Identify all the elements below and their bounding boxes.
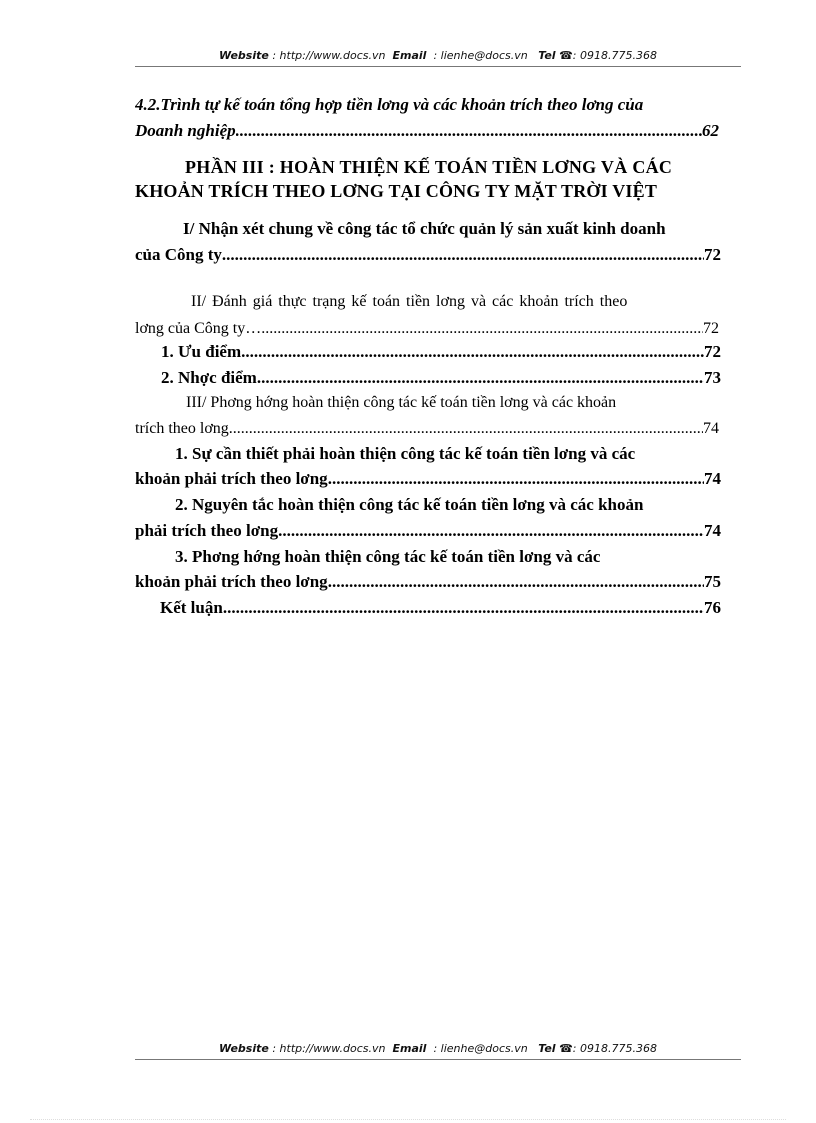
phone-icon: ☎ xyxy=(559,49,573,62)
dot-leader xyxy=(241,342,704,362)
toc-item-4-2-line2[interactable]: Doanh nghiệp ..... 62 xyxy=(135,121,719,141)
page-number: 74 xyxy=(704,469,721,488)
dot-leader xyxy=(328,572,704,592)
toc-sec1-line2[interactable]: của Công ty ..... 72 xyxy=(135,245,721,265)
toc-item-4-2-line1: 4.2.Trình tự kế toán tổng hợp tiền lơng và các khoản trích theo lơng của xyxy=(135,95,644,114)
toc-sec3-2-line1: 2. Nguyên tắc hoàn thiện công tác kế toán tiền lơng và các khoản xyxy=(175,495,644,514)
toc-conclusion[interactable]: Kết luận ..... 76 xyxy=(160,598,721,618)
page-number: 74 xyxy=(704,521,721,540)
dot-leader xyxy=(222,245,704,265)
toc-sec2-1[interactable]: 1. Ưu điểm ..... 72 xyxy=(161,342,721,362)
footer-tel-value: : 0918.775.368 xyxy=(572,1042,657,1055)
toc-sec3-2-line2[interactable]: phải trích theo lơng ..... 74 xyxy=(135,521,721,541)
page-number: 74 xyxy=(703,420,719,437)
footer-email-value[interactable]: : lienhe@docs.vn xyxy=(433,1042,528,1055)
page-number: 73 xyxy=(704,368,721,387)
page-number: 72 xyxy=(703,320,719,337)
toc-sec3-3-line1: 3. Phơng hớng hoàn thiện công tác kế toán tiền lơng và các xyxy=(175,547,601,566)
part3-title-line1: PHẦN III : HOÀN THIỆN KẾ TOÁN TIỀN LƠNG VÀ CÁC xyxy=(185,157,673,177)
header-website-label: Website xyxy=(219,49,269,62)
dot-leader xyxy=(223,598,704,618)
phone-icon: ☎ xyxy=(559,1042,573,1055)
dot-leader xyxy=(278,521,704,541)
page-bottom-divider xyxy=(30,1119,786,1120)
header-rule xyxy=(135,66,741,67)
toc-sec3-1-line1: 1. Sự cần thiết phải hoàn thiện công tác kế toán tiền lơng và các xyxy=(175,444,636,463)
page-number: 72 xyxy=(704,245,721,264)
page-footer xyxy=(135,1042,741,1055)
footer-tel-label: Tel xyxy=(538,1042,556,1055)
dot-leader xyxy=(229,419,703,439)
header-tel-label: Tel xyxy=(538,49,556,62)
part3-title-line2: KHOẢN TRÍCH THEO LƠNG TẠI CÔNG TY MẶT TRỜI VIỆT xyxy=(135,181,658,201)
dot-leader xyxy=(328,469,704,489)
header-tel-value: : 0918.775.368 xyxy=(572,49,657,62)
dot-leader xyxy=(236,121,702,141)
page-header xyxy=(135,49,741,62)
footer-email-label: Email xyxy=(392,1042,427,1055)
toc-sec1-line1: I/ Nhận xét chung về công tác tổ chức quản lý sản xuất kinh doanh xyxy=(183,219,666,238)
toc-sec2-2[interactable]: 2. Nhợc điểm ..... 73 xyxy=(161,368,721,388)
footer-website-label: Website xyxy=(219,1042,269,1055)
toc-sec2-line2[interactable]: lơng của Công ty… ..... 72 xyxy=(135,319,719,339)
header-email-value[interactable]: : lienhe@docs.vn xyxy=(433,49,528,62)
footer-website-value[interactable]: : http://www.docs.vn xyxy=(272,1042,386,1055)
dot-leader xyxy=(261,319,703,339)
toc-sec3-line2[interactable]: trích theo lơng ..... 74 xyxy=(135,419,719,439)
header-website-value[interactable]: : http://www.docs.vn xyxy=(272,49,386,62)
page-number: 62 xyxy=(702,121,719,140)
page-number: 72 xyxy=(704,342,721,361)
page-number: 75 xyxy=(704,572,721,591)
footer-rule xyxy=(135,1059,741,1060)
toc-sec3-line1: III/ Phơng hớng hoàn thiện công tác kế toán tiền lơng và các khoản xyxy=(186,394,617,411)
toc-sec3-3-line2[interactable]: khoản phải trích theo lơng ..... 75 xyxy=(135,572,721,592)
dot-leader xyxy=(257,368,704,388)
toc-sec3-1-line2[interactable]: khoản phải trích theo lơng ..... 74 xyxy=(135,469,721,489)
page-number: 76 xyxy=(704,598,721,617)
header-email-label: Email xyxy=(392,49,427,62)
toc-sec2-line1: II/ Đánh giá thực trạng kế toán tiền lơng và các khoản trích theo xyxy=(191,293,628,310)
